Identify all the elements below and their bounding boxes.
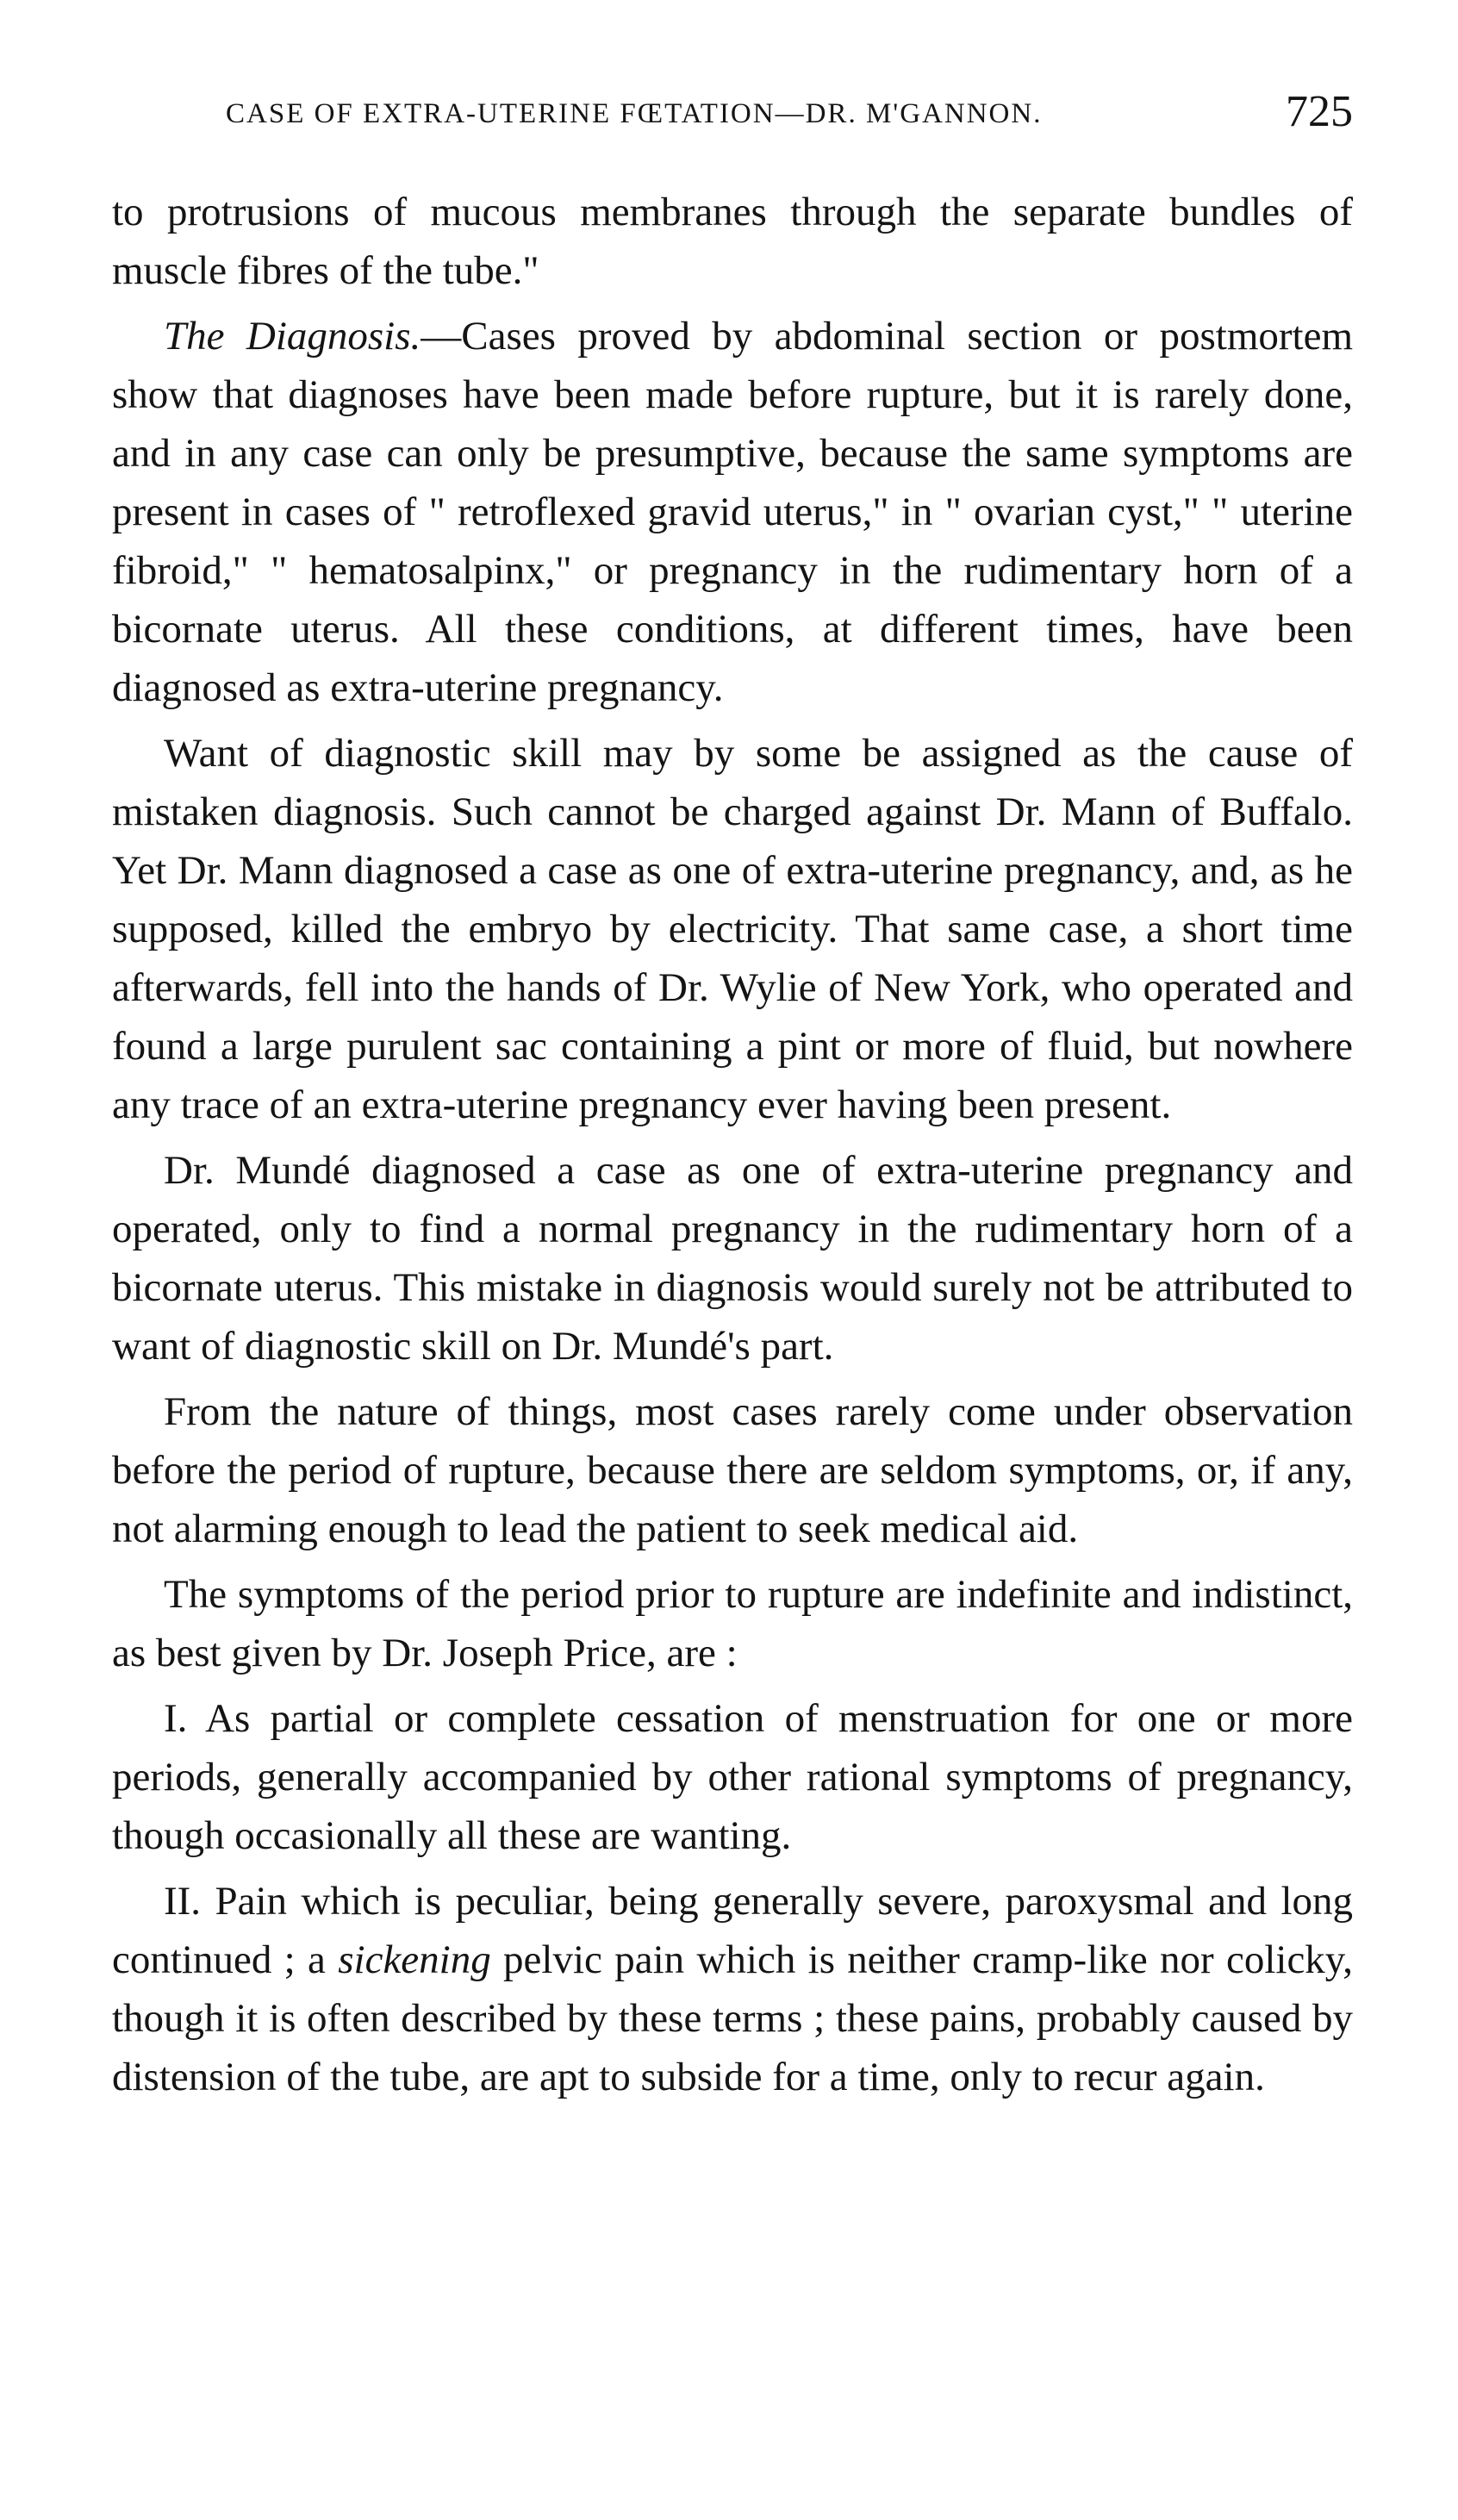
paragraph-diagnostic-skill-text: Want of diagnostic skill may by some be assigned as the cause of mistaken diagnosis. Such cannot be charged against Dr. Mann of Buffalo. Yet Dr. Mann diagnosed a case as one of extra-uterine pregnancy, and, as he supposed, killed the embryo by electricity. That same case, a short time afterwards, fell into the hands of Dr. Wylie of New York, who operated and found a large purulent sac containing a pint or more of fluid, but nowhere any trace of an extra-uterine pregnancy ever having been present.: [112, 731, 1353, 1127]
paragraph-symptoms-intro: [112, 1565, 1353, 1682]
paragraph-nature-of-things-text: From the nature of things, most cases rarely come under observation before the period of rupture, because there are seldom symptoms, or, if any, not alarming enough to lead the patient to seek medical aid.: [112, 1389, 1353, 1551]
paragraph-munde-text: Dr. Mundé diagnosed a case as one of extra-uterine pregnancy and operated, only to find a normal pregnancy in the rudimentary horn of a bicornate uterus. This mistake in diagnosis would surely not be attributed to want of diagnostic skill on Dr. Mundé's part.: [112, 1148, 1353, 1369]
paragraph-diagnosis: [112, 307, 1353, 717]
paragraph-symptom-one: [112, 1689, 1353, 1865]
running-head: [112, 86, 1353, 138]
paragraph-diagnostic-skill: [112, 724, 1353, 1134]
paragraph-symptom-one-text: I. As partial or complete cessation of menstruation for one or more periods, generally accompanied by other rational symptoms of pregnancy, though occasionally all these are wanting.: [112, 1696, 1353, 1858]
page-number: 725: [1286, 87, 1353, 136]
italic-term-sickening: sickening: [338, 1937, 491, 1982]
body-text: [112, 183, 1353, 2113]
paragraph-symptom-two-text-before: II. Pain which is peculiar, being generally severe, paroxysmal and long continued ; a: [112, 1879, 1353, 1982]
running-title: CASE OF EXTRA-UTERINE FŒTATION—DR. M'GANNON.: [226, 98, 1043, 129]
paragraph-symptom-two-text-after: pelvic pain which is neither cramp-like nor colicky, though it is often described by these terms ; these pains, probably caused by distension of the tube, are apt to subside for a time, only to recur again.: [112, 1937, 1354, 2099]
paragraph-1: [112, 183, 1353, 300]
paragraph-symptom-two: [112, 1872, 1353, 2106]
paragraph-munde: [112, 1141, 1353, 1375]
paragraph-symptoms-intro-text: The symptoms of the period prior to rupture are indefinite and indistinct, as best given by Dr. Joseph Price, are :: [112, 1572, 1353, 1675]
paragraph-diagnosis-text: —Cases proved by abdominal section or postmortem show that diagnoses have been made before rupture, but it is rarely done, and in any case can only be presumptive, because the same symptoms are present in cases of " retroflexed gravid uterus," in " ovarian cyst," " uterine fibroid," " hematosalpinx," or pregnancy in the rudimentary horn of a bicornate uterus. All these conditions, at different times, have been diagnosed as extra-uterine pregnancy.: [112, 314, 1353, 710]
paragraph-nature-of-things: [112, 1382, 1353, 1558]
paragraph-1-text: to protrusions of mucous membranes through the separate bundles of muscle fibres of the tube.": [112, 190, 1353, 293]
section-heading-diagnosis: The Diagnosis.: [164, 314, 421, 359]
